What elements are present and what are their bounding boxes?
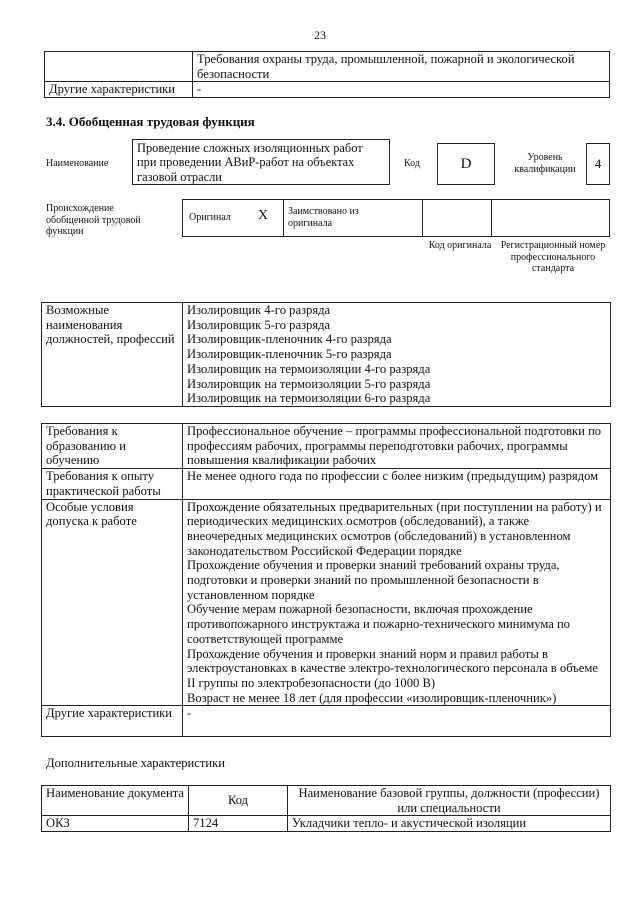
- original-mark: X: [258, 208, 269, 223]
- profession-item: Изолировщик на термоизоляции 6-го разряда: [187, 391, 431, 406]
- code-value: D: [437, 143, 495, 185]
- profession-item: Изолировщик на термоизоляции 4-го разряда: [187, 361, 431, 376]
- condition-item: Возраст не менее 18 лет (для профессии «изолировщик-пленочник»): [187, 690, 557, 705]
- experience-label: Требования к опыту практической работы: [42, 469, 183, 499]
- profession-item: Изолировщик на термоизоляции 5-го разряда: [187, 376, 431, 391]
- registration-number-label: Регистрационный номер профессионального стандарта: [500, 240, 606, 274]
- other-value: -: [183, 706, 611, 737]
- profession-item: Изолировщик-пленочник 5-го разряда: [187, 347, 392, 362]
- professions-label: Возможные наименования должностей, профессий: [42, 303, 183, 407]
- top-characteristics-table: [44, 51, 610, 98]
- origin-row: [182, 199, 610, 237]
- top-table-other-value: -: [193, 82, 610, 98]
- additional-title: Дополнительные характеристики: [46, 756, 225, 770]
- condition-item: Прохождение обязательных предварительных (при поступлении на работу) и периодических медицинских осмотров (обследований), а также внеочередных медицинских осмотров (обследований) в установленном законодательством Российской Федерации порядке: [187, 499, 602, 558]
- code-original-label: Код оригинала: [428, 240, 492, 251]
- top-table-empty-cell: [45, 52, 193, 82]
- page-number: 23: [314, 28, 326, 42]
- additional-table: [41, 785, 611, 832]
- additional-cell-document: ОКЗ: [42, 816, 189, 832]
- requirements-table: [41, 423, 611, 737]
- additional-header-document: Наименование документа: [42, 786, 189, 816]
- top-table-other-label: Другие характеристики: [45, 82, 193, 98]
- condition-item: Обучение мерам пожарной безопасности, включая прохождение противопожарного инструктажа и пожарно-технического минимума по соответствующей программе: [187, 602, 570, 646]
- conditions-list: [183, 499, 611, 706]
- function-name: Проведение сложных изоляционных работ при проведении АВиР-работ на объектах газовой отрасли: [132, 139, 390, 185]
- origin-label: Происхождение обобщенной трудовой функции: [46, 203, 141, 237]
- additional-cell-name: Укладчики тепло- и акустической изоляции: [288, 816, 611, 832]
- origin-cell-reg-number: [491, 199, 610, 237]
- education-value: Профессиональное обучение – программы профессиональной подготовки по профессиям рабочих, программы переподготовки рабочих, программы повышения квалификации рабочих: [183, 424, 611, 469]
- name-label: Наименование: [46, 158, 109, 169]
- original-label: Оригинал: [189, 212, 231, 223]
- borrowed-label: Заимствовано из оригинала: [288, 206, 359, 229]
- condition-item: Прохождение обучения и проверки знаний норм и правил работы в электроустановках в качестве электро-технологического персонала в объеме II группы по электробезопасности (до 1000 В): [187, 646, 598, 690]
- qualification-level-label: Уровень квалификации: [514, 152, 576, 175]
- other-label: Другие характеристики: [42, 706, 183, 737]
- conditions-label: Особые условия допуска к работе: [42, 499, 183, 706]
- professions-table: [41, 302, 611, 407]
- profession-item: Изолировщик-пленочник 4-го разряда: [187, 332, 392, 347]
- professions-list: [183, 303, 611, 407]
- experience-value: Не менее одного года по профессии с более низким (предыдущим) разрядом: [183, 469, 611, 499]
- additional-header-code: Код: [189, 786, 288, 816]
- origin-cell-code: [422, 199, 492, 237]
- additional-cell-code: 7124: [189, 816, 288, 832]
- education-label: Требования к образованию и обучению: [42, 424, 183, 469]
- code-label: Код: [404, 158, 420, 169]
- qualification-level-value: 4: [586, 143, 610, 185]
- top-table-safety-requirements: Требования охраны труда, промышленной, пожарной и экологической безопасности: [193, 52, 610, 82]
- profession-item: Изолировщик 5-го разряда: [187, 317, 331, 332]
- profession-item: Изолировщик 4-го разряда: [187, 303, 331, 317]
- section-title: 3.4. Обобщенная трудовая функция: [46, 114, 255, 129]
- additional-header-name: Наименование базовой группы, должности (профессии) или специальности: [288, 786, 611, 816]
- condition-item: Прохождение обучения и проверки знаний требований охраны труда, подготовки и проверки знаний по промышленной безопасности в установленном порядке: [187, 558, 560, 602]
